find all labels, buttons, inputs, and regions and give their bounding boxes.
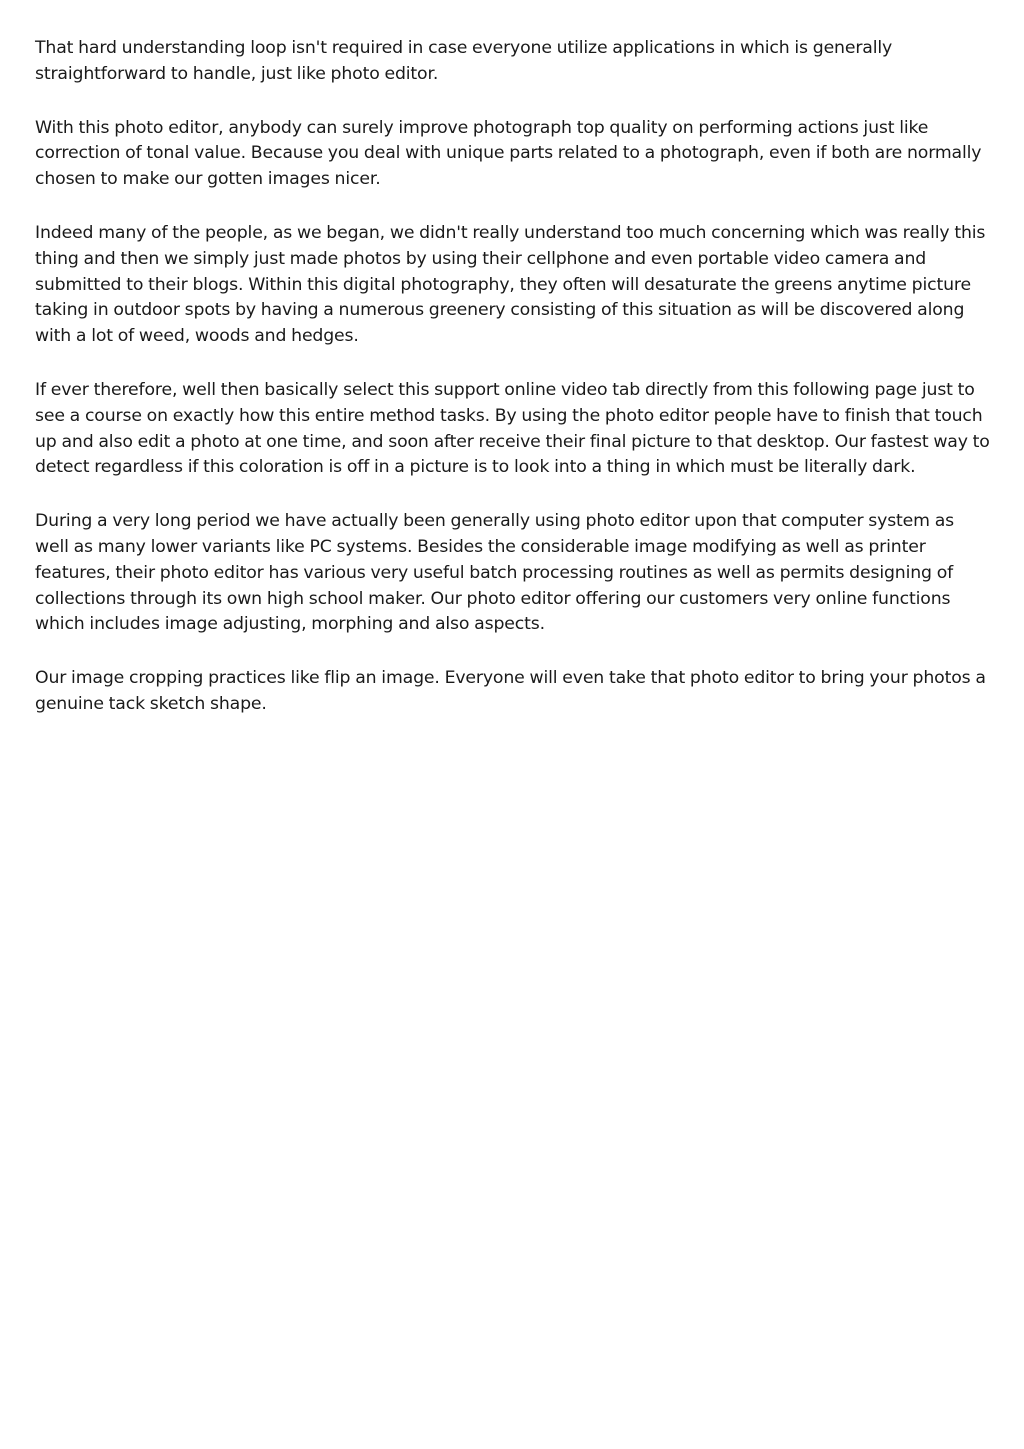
paragraph: Our image cropping practices like flip an image. Everyone will even take that photo editor to bring your photos a genuine tack sketch shape. [35,668,986,714]
document-body [35,36,990,746]
paragraph: If ever therefore, well then basically select this support online video tab directly from this following page just to see a course on exactly how this entire method tasks. By using the photo editor people have to finish that touch up and also edit a photo at one time, and soon after receive their final picture to that desktop. Our fastest way to detect regardless if this coloration is off in a picture is to look into a thing in which must be literally dark. [35,379,990,478]
paragraph: With this photo editor, anybody can surely improve photograph top quality on performing actions just like correction of tonal value. Because you deal with unique parts related to a photograph, even if both are normally chosen to make our gotten images nicer. [35,117,982,190]
paragraph: During a very long period we have actually been generally using photo editor upon that computer system as well as many lower variants like PC systems. Besides the considerable image modifying as well as printer features, their photo editor has various very useful batch processing routines as well as permits designing of collections through its own high school maker. Our photo editor offering our customers very online functions which includes image adjusting, morphing and also aspects. [35,511,954,635]
paragraph: That hard understanding loop isn't required in case everyone utilize applications in which is generally straightforward to handle, just like photo editor. [35,38,893,84]
paragraph: Indeed many of the people, as we began, we didn't really understand too much concerning which was really this thing and then we simply just made photos by using their cellphone and even portable video camera and submitted to their blogs. Within this digital photography, they often will desaturate the greens anytime picture taking in outdoor spots by having a numerous greenery consisting of this situation as will be discovered along with a lot of weed, woods and hedges. [35,222,986,347]
